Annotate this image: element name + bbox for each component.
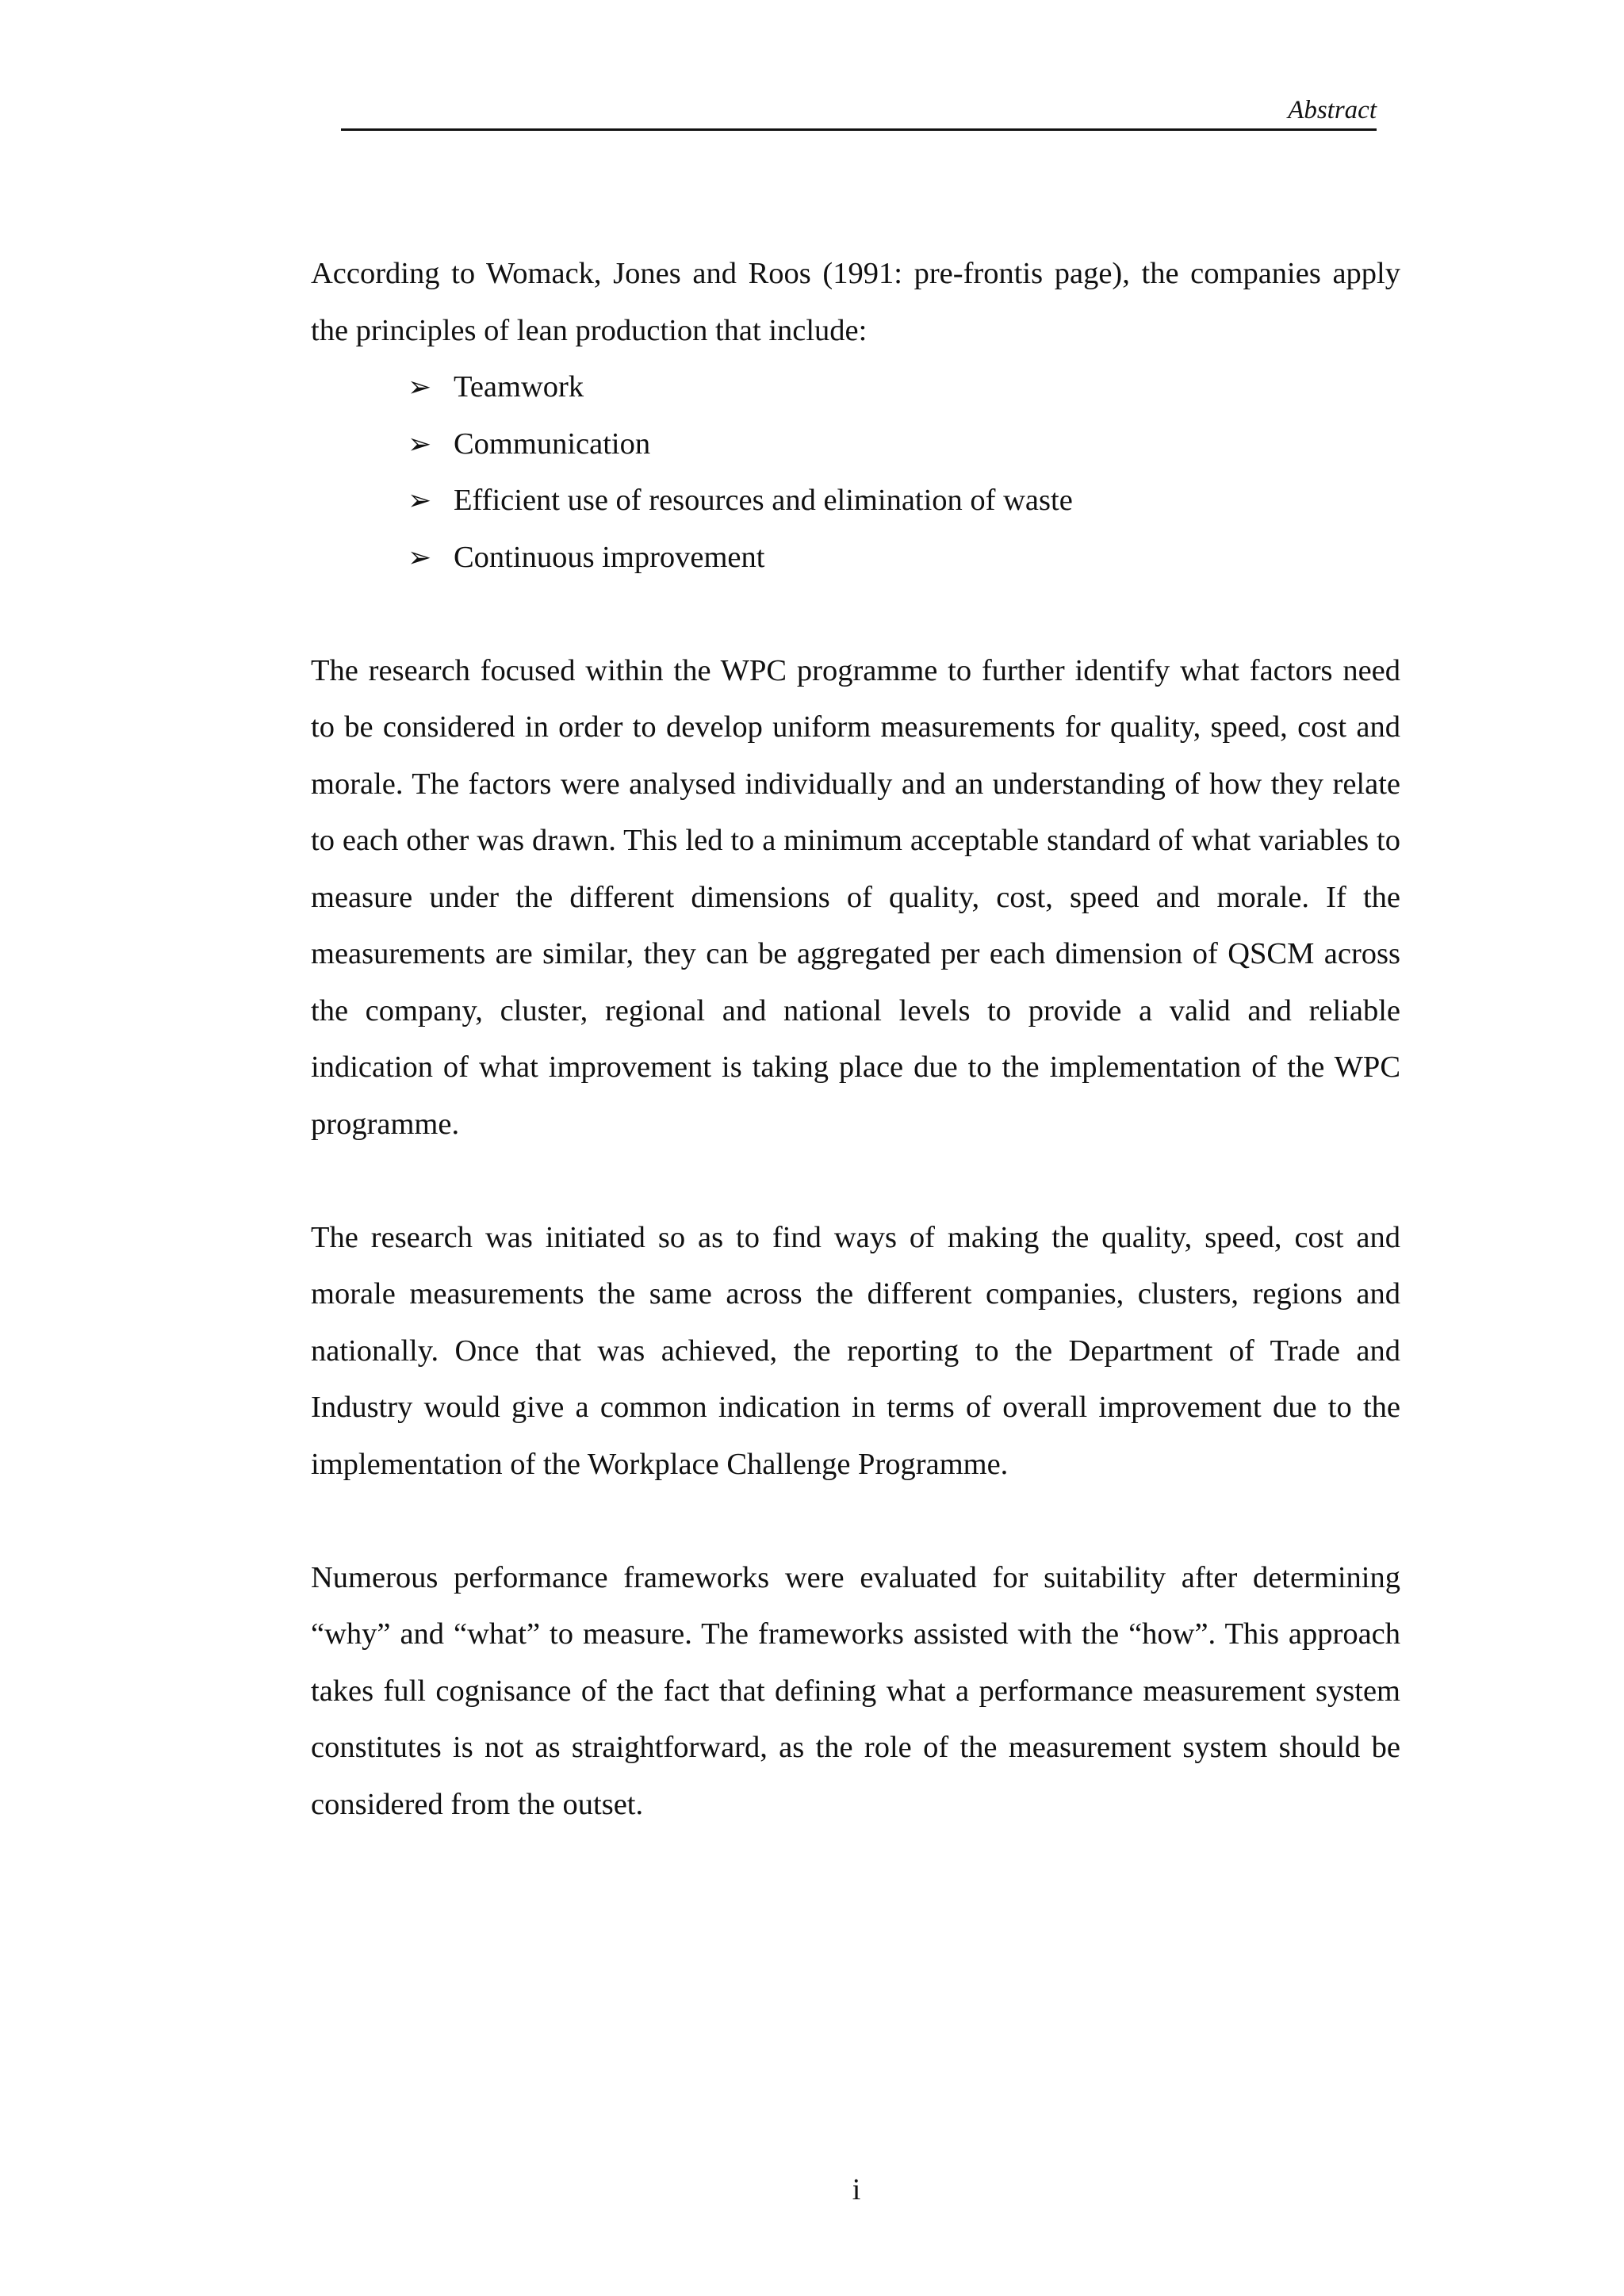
page-number: i [852, 2173, 861, 2206]
list-item [408, 359, 1400, 416]
intro-paragraph: According to Womack, Jones and Roos (1991: pre-frontis page), the companies apply the principles of lean production that include: [311, 257, 1400, 347]
arrowhead-bullet-icon: ➢ [408, 427, 432, 461]
body-paragraph-frameworks: Numerous performance frameworks were evaluated for suitability after determining “why” and “what” to measure. The frameworks assisted with the “how”. This approach takes full cognisance of the fact that defining what a performance measurement system constitutes is not as straightforward, as the role of the measurement system should be considered from the outset. [311, 1560, 1400, 1821]
list-item-text: Efficient use of resources and elimination of waste [454, 484, 1073, 517]
list-item [408, 473, 1400, 530]
list-item [408, 530, 1400, 587]
list-item-text: Teamwork [454, 370, 584, 404]
running-header [341, 94, 1377, 131]
arrowhead-bullet-icon: ➢ [408, 371, 432, 404]
arrowhead-bullet-icon: ➢ [408, 541, 432, 574]
lean-principles-list [311, 359, 1400, 586]
body-paragraph-research-initiation: The research was initiated so as to find ways of making the quality, speed, cost and morale measurements the same across the different companies, clusters, regions and nationally. Once that was achieved, the reporting to the Department of Trade and Industry would give a common indication in terms of overall improvement due to the implementation of the Workplace Challenge Programme. [311, 1220, 1400, 1481]
page-body [311, 246, 1400, 1890]
body-paragraph-research-focus: The research focused within the WPC programme to further identify what factors need to be considered in order to develop uniform measurements for quality, speed, cost and morale. The factors were analysed individually and an understanding of how they relate to each other was drawn. This led to a minimum acceptable standard of what variables to measure under the different dimensions of quality, cost, speed and morale. If the measurements are similar, they can be aggregated per each dimension of QSCM across the company, cluster, regional and national levels to provide a valid and reliable indication of what improvement is taking place due to the implementation of the WPC programme. [311, 653, 1400, 1141]
list-item-text: Continuous improvement [454, 540, 765, 574]
list-item-text: Communication [454, 427, 651, 461]
arrowhead-bullet-icon: ➢ [408, 484, 432, 517]
header-title: Abstract [1288, 96, 1377, 124]
list-item [408, 416, 1400, 473]
